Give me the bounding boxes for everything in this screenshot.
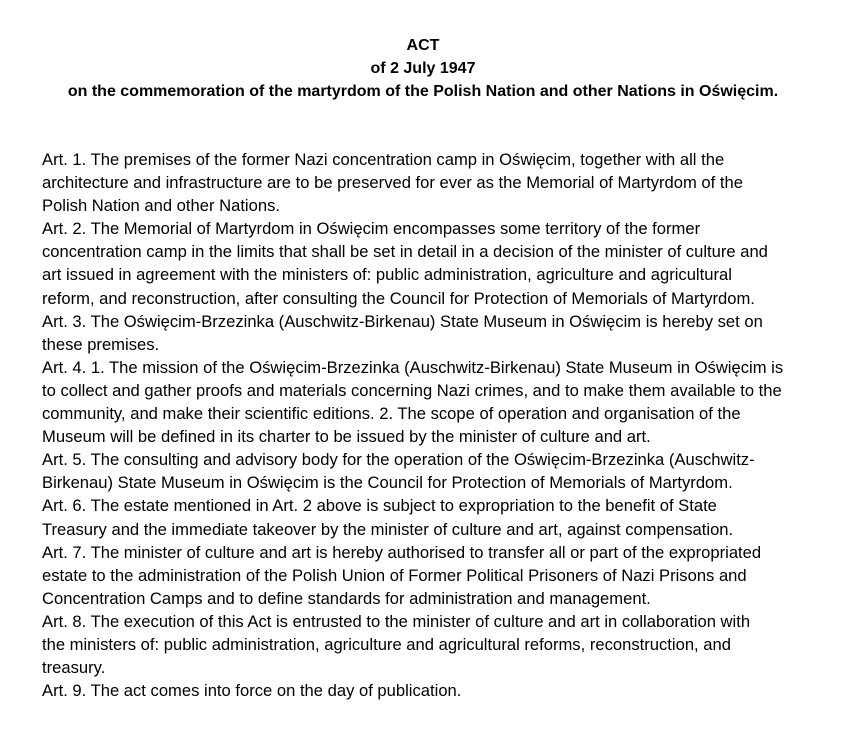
text-line: Art. 6. The estate mentioned in Art. 2 above is subject to expropriation to the benefit of State [42,496,717,516]
text-line: Art. 3. The Oświęcim-Brzezinka (Auschwitz-Birkenau) State Museum in Oświęcim is hereby set on [42,311,763,331]
text-line: Art. 8. The execution of this Act is entrusted to the minister of culture and art in collaboration with [42,611,751,631]
text-line: Art. 7. The minister of culture and art is hereby authorised to transfer all or part of the expropriated [42,542,762,562]
act-subject: on the commemoration of the martyrdom of the Polish Nation and other Nations in Oświęcim. [67,83,779,100]
text-line: reform, and reconstruction, after consulting the Council for Protection of Memorials of Martyrdom. [42,288,755,308]
document-heading [0,34,846,103]
text-line: Birkenau) State Museum in Oświęcim is the Council for Protection of Memorials of Martyrdom. [42,473,733,493]
text-line: Polish Nation and other Nations. [42,196,280,216]
text-line: to collect and gather proofs and materials concerning Nazi crimes, and to make them available to the [42,380,782,400]
text-line: architecture and infrastructure are to be preserved for ever as the Memorial of Martyrdom of the [42,173,743,193]
text-line: the ministers of: public administration, agriculture and agricultural reforms, reconstruction, and [42,634,731,654]
text-line: concentration camp in the limits that shall be set in detail in a decision of the minister of culture and [42,242,768,262]
text-line: estate to the administration of the Polish Union of Former Political Prisoners of Nazi Prisons and [42,565,747,585]
text-line: community, and make their scientific editions. 2. The scope of operation and organisation of the [42,404,741,424]
text-line: art issued in agreement with the ministers of: public administration, agriculture and agricultural [42,265,732,285]
text-line: treasury. [42,658,106,678]
act-date: of 2 July 1947 [370,60,476,77]
act-body [42,148,837,702]
text-line: these premises. [42,334,160,354]
text-line: Museum will be defined in its charter to be issued by the minister of culture and art. [42,427,651,447]
text-line: Art. 2. The Memorial of Martyrdom in Oświęcim encompasses some territory of the former [42,219,701,239]
text-line: Art. 9. The act comes into force on the day of publication. [42,681,462,701]
text-line: Treasury and the immediate takeover by the minister of culture and art, against compensation. [42,519,734,539]
act-title: ACT [406,37,440,54]
text-line: Concentration Camps and to define standards for administration and management. [42,588,651,608]
text-line: Art. 5. The consulting and advisory body for the operation of the Oświęcim-Brzezinka (Auschwitz- [42,450,755,470]
text-line: Art. 1. The premises of the former Nazi concentration camp in Oświęcim, together with all the [42,150,725,169]
text-line: Art. 4. 1. The mission of the Oświęcim-Brzezinka (Auschwitz-Birkenau) State Museum in Oświęcim is [42,357,784,377]
